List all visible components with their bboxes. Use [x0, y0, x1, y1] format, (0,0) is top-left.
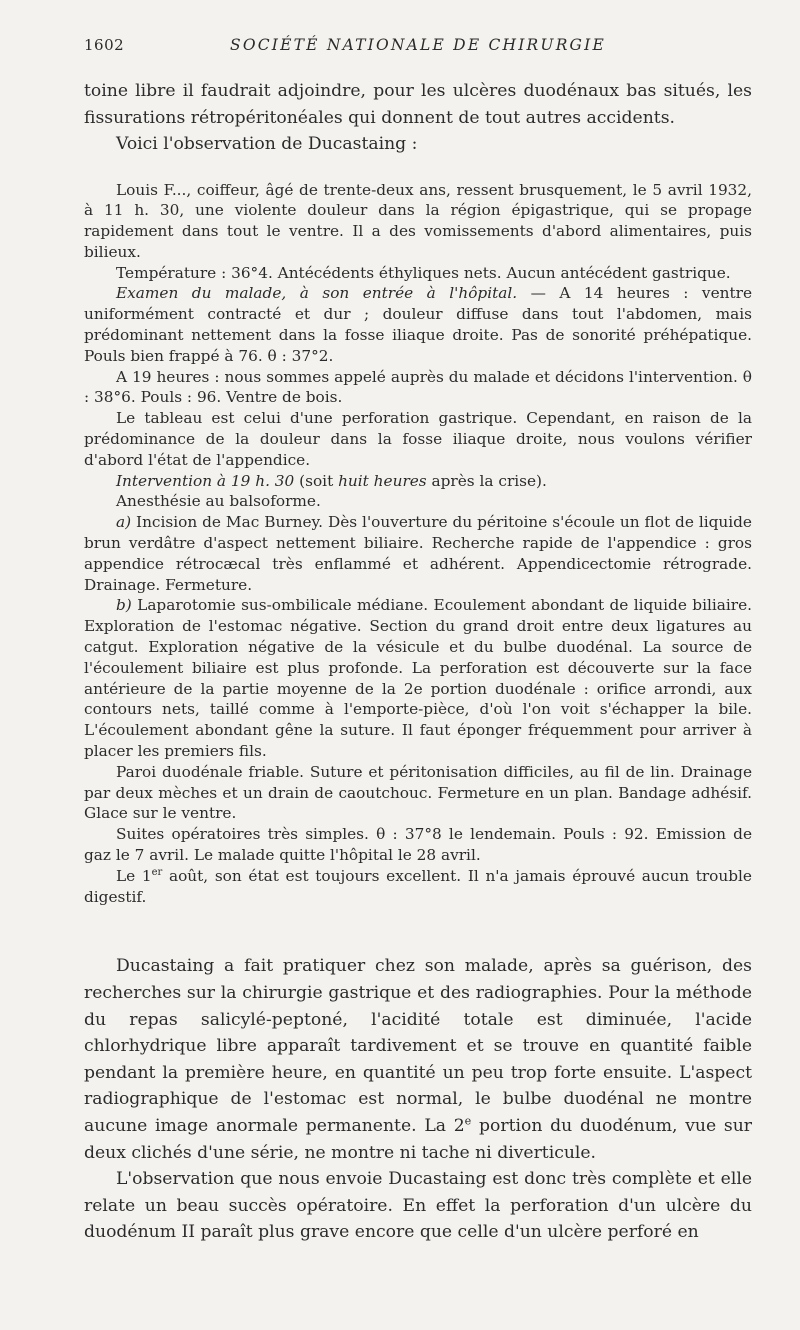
observation-paragraph: Température : 36°4. Antécédents éthyliques nets. Aucun antécédent gastrique.	[116, 263, 731, 282]
observation-paragraph	[84, 866, 752, 908]
observation-paragraph: A 19 heures : nous sommes appelé auprès du malade et décidons l'intervention. θ : 38°6. Pouls : 96. Ventre de bois.	[84, 367, 752, 407]
paragraph-text: Incision de Mac Burney. Dès l'ouverture du péritoine s'écoule un flot de liquide brun verdâtre d'aspect nettement biliaire. Recherche rapide de l'appendice : gros appendice rétrocæcal très enflammé et adhérent. Appendicectomie rétrograde. Drainage. Fermeture.	[84, 513, 752, 594]
observation-paragraph: Suites opératoires très simples. θ : 37°8 le lendemain. Pouls : 92. Emission de gaz le 7 avril. Le malade quitte l'hôpital le 28 avril.	[84, 825, 752, 864]
superscript: er	[151, 866, 163, 878]
body-text	[84, 78, 752, 1246]
lead-section	[84, 78, 752, 158]
observation-paragraph	[84, 471, 752, 492]
running-title: SOCIÉTÉ NATIONALE DE CHIRURGIE	[230, 36, 606, 54]
paragraph-text: Laparotomie sus-ombilicale médiane. Ecoulement abondant de liquide biliaire. Exploration de l'estomac négative. Section du grand droit entre deux ligatures au catgut. Exploration négative de la vésicule et du bulbe duodénal. La source de l'écoulement biliaire est plus profonde. La perforation est découverte sur la face antérieure de la partie moyenne de la 2e portion duodénale : orifice arrondi, aux contours nets, taillé comme à l'emporte-pièce, d'où l'on voit s'échapper la bile. L'écoulement abondant gêne la suture. Il faut éponger fréquemment pour arriver à placer les premiers fils.	[84, 596, 752, 761]
paragraph-text: — A 14 heures : ventre uniformément contracté et dur ; douleur diffuse dans tout l'abdomen, mais prédominant nettement dans la fosse iliaque droite. Pas de sonorité préhépatique. Pouls bien frappé à 76. θ : 37°2.	[84, 284, 752, 365]
observation-section	[84, 180, 752, 908]
lead-paragraph: toine libre il faudrait adjoindre, pour les ulcères duodénaux bas situés, les fissurations rétropéritonéales qui donnent de tout autres accidents.	[84, 81, 752, 128]
observation-paragraph	[84, 283, 752, 366]
paragraph-text: après la crise).	[426, 471, 547, 490]
paragraph-text: août, son état est toujours excellent. Il n'a jamais éprouvé aucun trouble digestif.	[84, 866, 752, 906]
italic-heading: Intervention à 19 h. 30	[116, 471, 295, 490]
italic-text: huit heures	[338, 471, 427, 490]
paragraph-text: Ducastaing a fait pratiquer chez son malade, après sa guérison, des recherches sur la chirurgie gastrique et des radiographies. Pour la méthode du repas salicylé-peptoné, l'acidité totale est diminuée, l'acide chlorhydrique libre apparaît tardivement et se trouve en quantité faible pendant la première heure, en quantité un peu trop forte ensuite. L'aspect radiographique de l'estomac est normal, le bulbe duodénal ne montre aucune image anormale permanente. La 2	[84, 956, 752, 1136]
observation-paragraph	[84, 512, 752, 595]
observation-paragraph: Le tableau est celui d'une perforation gastrique. Cependant, en raison de la prédominance de la douleur dans la fosse iliaque droite, nous voulons vérifier d'abord l'état de l'appendice.	[84, 409, 752, 469]
italic-heading: Examen du malade, à son entrée à l'hôpital.	[116, 284, 518, 303]
discussion-paragraph: L'observation que nous envoie Ducastaing est donc très complète et elle relate un beau succès opératoire. En effet la perforation d'un ulcère du duodénum II paraît plus grave encore que celle d'un ulcère perforé en	[84, 1169, 752, 1243]
superscript: e	[464, 1114, 472, 1128]
page-number: 1602	[84, 36, 125, 54]
list-label: b)	[116, 596, 132, 615]
observation-paragraph: Paroi duodénale friable. Suture et péritonisation difficiles, au fil de lin. Drainage par deux mèches et un drain de caoutchouc. Fermeture en un plan. Bandage adhésif. Glace sur le ventre.	[84, 762, 752, 823]
discussion-section	[84, 953, 752, 1246]
paragraph-text: Le 1	[116, 866, 152, 885]
list-label: a)	[116, 513, 132, 532]
page-header	[84, 36, 752, 58]
observation-paragraph: Anesthésie au balsoforme.	[116, 492, 321, 511]
paragraph-text: (soit	[294, 471, 339, 490]
observation-paragraph: Louis F..., coiffeur, âgé de trente-deux ans, ressent brusquement, le 5 avril 1932, à 11 h. 30, une violente douleur dans la région épigastrique, qui se propage rapidement dans tout le ventre. Il a des vomissements d'abord alimentaires, puis bilieux.	[84, 180, 752, 261]
lead-paragraph: Voici l'observation de Ducastaing :	[116, 134, 418, 154]
paragraph-text: portion du duodénum, vue sur deux clichés d'une série, ne montre ni tache ni diverticule.	[84, 1115, 752, 1163]
discussion-paragraph	[84, 953, 752, 1166]
observation-paragraph	[84, 595, 752, 761]
